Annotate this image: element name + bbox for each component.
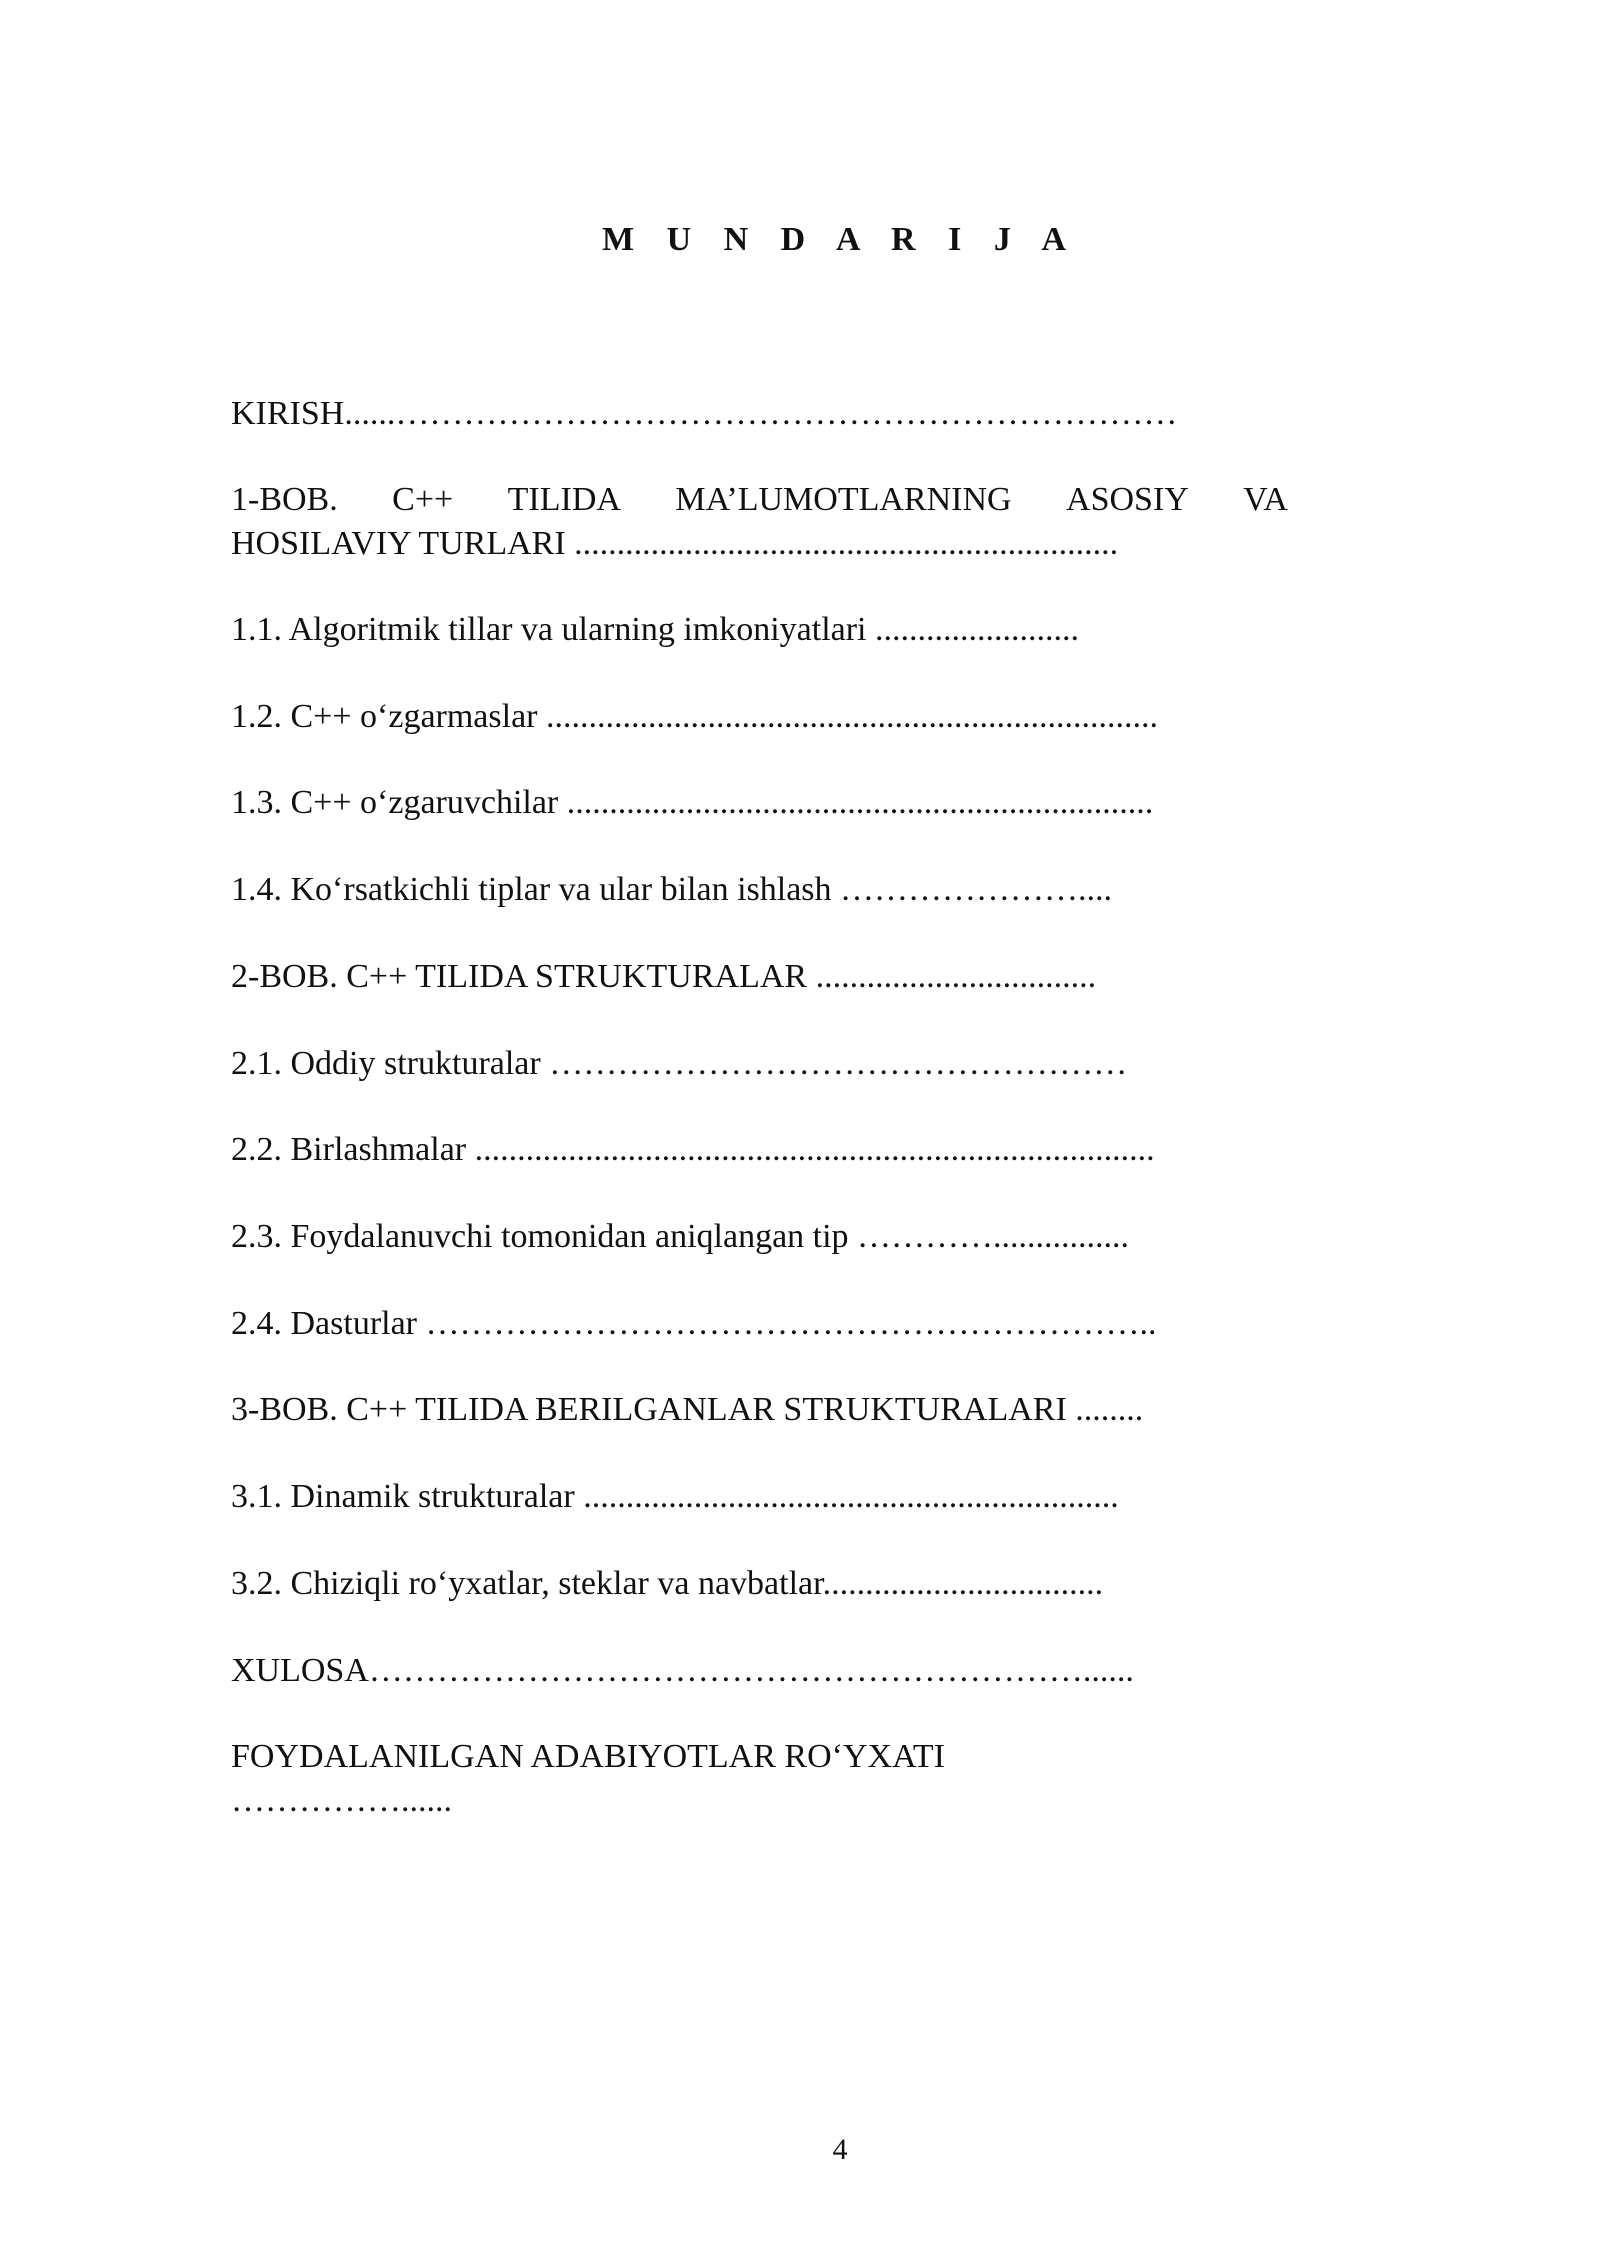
- toc-entry-chapter-2: 2-BOB. C++ TILIDA STRUKTURALAR .................................: [231, 958, 1097, 995]
- toc-entry-1-2: 1.2. C++ o‘zgarmaslar ........................................................................: [231, 698, 1158, 735]
- page-number: 4: [832, 2133, 848, 2166]
- toc-entry-word: ASOSIY: [1066, 481, 1189, 518]
- toc-entry-word: C++: [392, 481, 454, 518]
- toc-entry-1-4: 1.4. Ko‘rsatkichli tiplar va ular bilan ishlash …………………....: [231, 871, 1113, 908]
- toc-entry-2-2: 2.2. Birlashmalar ................................................................................: [231, 1131, 1155, 1168]
- toc-entry-word: VA: [1243, 481, 1288, 518]
- toc-entry-references: FOYDALANILGAN ADABIYOTLAR RO‘YXATI: [231, 1738, 945, 1775]
- toc-entry-1-1: 1.1. Algoritmik tillar va ularning imkoniyatlari ........................: [231, 611, 1080, 648]
- page-title: M U N D A R I J A: [601, 221, 1079, 258]
- toc-entry-2-3: 2.3. Foydalanuvchi tomonidan aniqlangan tip …………................: [231, 1218, 1130, 1255]
- toc-entry-2-4: 2.4. Dasturlar ………………………………………………………..: [231, 1305, 1157, 1342]
- toc-entry-1-3: 1.3. C++ o‘zgaruvchilar .....................................................................: [231, 784, 1154, 821]
- toc-entry-chapter-3: 3-BOB. C++ TILIDA BERILGANLAR STRUKTURALARI ........: [231, 1391, 1144, 1428]
- toc-entry-2-1: 2.1. Oddiy strukturalar ……………………………………………: [231, 1045, 1128, 1082]
- toc-entry-chapter-1-continuation: HOSILAVIY TURLARI ................................................................: [231, 525, 1119, 562]
- toc-entry-word: TILIDA: [507, 481, 621, 518]
- toc-entry-xulosa: XULOSA………………………………………………………......: [231, 1652, 1134, 1689]
- toc-entry-chapter-1: [231, 478, 1288, 522]
- toc-entry-word: 1-BOB.: [231, 481, 338, 518]
- toc-entry-kirish: KIRISH......……………………………………………………………: [231, 395, 1178, 432]
- toc-entry-3-1: 3.1. Dinamik strukturalar ...............................................................: [231, 1478, 1119, 1515]
- toc-entry-references-continuation: ……………......: [231, 1782, 452, 1819]
- toc-entry-3-2: 3.2. Chiziqli ro‘yxatlar, steklar va navbatlar.................................: [231, 1565, 1104, 1602]
- toc-entry-word: MA’LUMOTLARNING: [675, 481, 1012, 518]
